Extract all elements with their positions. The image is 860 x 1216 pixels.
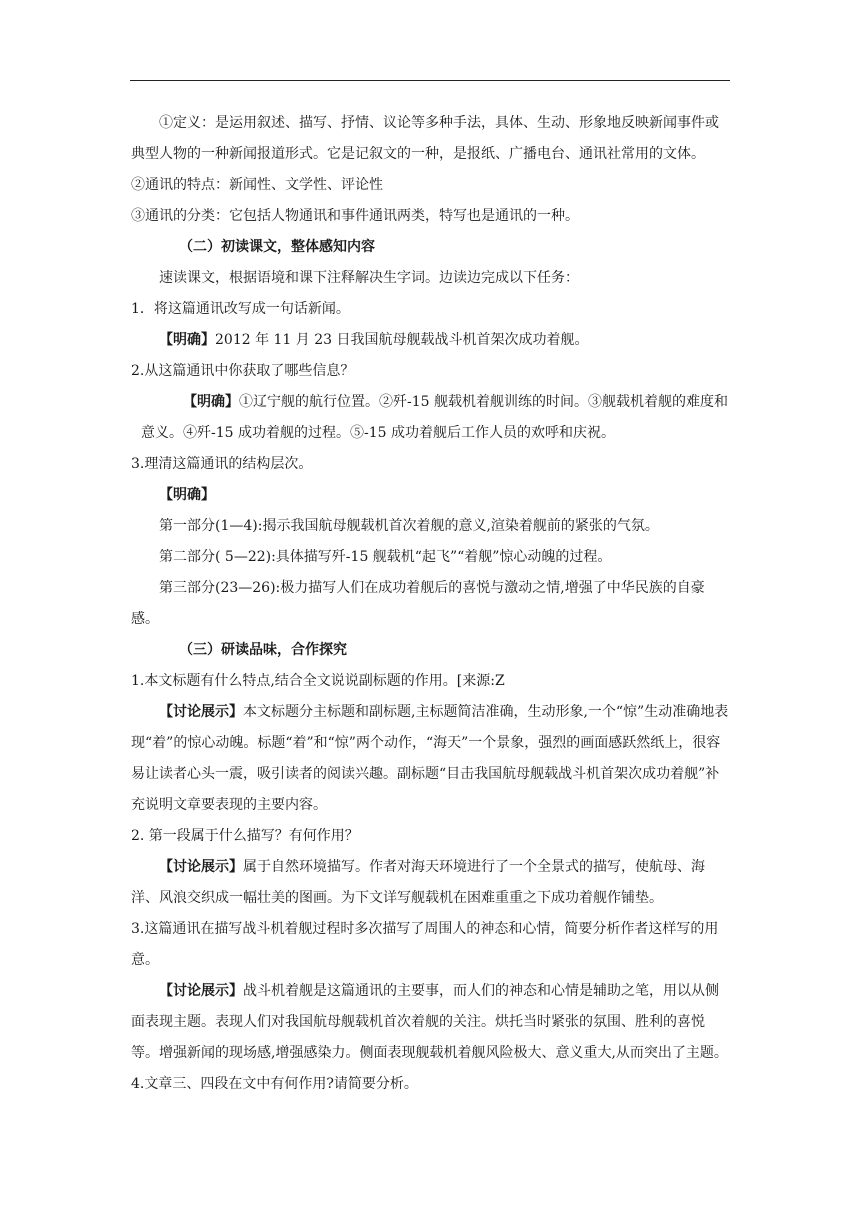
question-3: 3.理清这篇通讯的结构层次。 — [131, 456, 313, 472]
discussion-label: 【讨论展示】 — [159, 859, 243, 875]
answer-label: 【明确】 — [159, 487, 215, 503]
discussion-label: 【讨论展示】 — [159, 704, 243, 720]
discussion-1 — [131, 697, 731, 821]
definition-paragraph: ①定义：是运用叙述、描写、抒情、议论等多种手法，具体、生动、形象地反映新闻事件或典型人物的一种新闻报道形式。它是记叙文的一种，是报纸、广播电台、通讯社常用的文体。 — [131, 115, 719, 162]
answer-text: 2012 年 11 月 23 日我国航母舰载战斗机首架次成功着舰。 — [215, 332, 589, 348]
discussion-text: 本文标题分主标题和副标题,主标题简洁准确，生动形象,一个“惊”生动准确地表现“着”的惊心动魄。标题“着”和“惊”两个动作，“海天”一个景象，强烈的画面感跃然纸上，很容易让读者心头一震，吸引读者的阅读兴趣。副标题“目击我国航母舰载战斗机首架次成功着舰”补充说明文章要表现的主要内容。 — [131, 704, 729, 813]
answer-label: 【明确】 — [159, 332, 215, 348]
answer-text: ①辽宁舰的航行位置。②歼-15 舰载机着舰训练的时间。③舰载机着舰的难度和意义。④歼-15 成功着舰的过程。⑤-15 成功着舰后工作人员的欢呼和庆祝。 — [141, 394, 728, 441]
question-6: 3.这篇通讯在描写战斗机着舰过程时多次描写了周围人的神态和心情，简要分析作者这样写的用意。 — [131, 921, 719, 968]
header-rule — [130, 80, 730, 81]
question-1: 1．将这篇通讯改写成一句话新闻。 — [131, 301, 350, 317]
document-body — [131, 108, 731, 1100]
structure-part-3: 第三部分(23—26):极力描写人们在成功着舰后的喜悦与激动之情,增强了中华民族的自豪感。 — [131, 580, 705, 627]
section-heading-3: （三）研读品味，合作探究 — [179, 642, 347, 658]
structure-part-1: 第一部分(1—4):揭示我国航母舰载机首次着舰的意义,渲染着舰前的紧张的气氛。 — [159, 518, 659, 534]
question-5: 2. 第一段属于什么描写？有何作用？ — [131, 828, 359, 844]
structure-part-2: 第二部分( 5—22):具体描写歼-15 舰载机“起飞”“着舰”惊心动魄的过程。 — [159, 549, 612, 565]
discussion-2 — [131, 852, 731, 914]
question-2: 2.从这篇通讯中你获取了哪些信息？ — [131, 363, 355, 379]
answer-1 — [131, 325, 731, 356]
task-intro: 速读课文，根据语境和课下注释解决生字词。边读边完成以下任务： — [159, 270, 579, 286]
discussion-3 — [131, 976, 731, 1069]
discussion-label: 【讨论展示】 — [159, 983, 243, 999]
features-line: ②通讯的特点：新闻性、文学性、评论性 — [131, 177, 383, 193]
question-4: 1.本文标题有什么特点,结合全文说说副标题的作用。[来源:Z — [131, 673, 505, 689]
discussion-text: 属于自然环境描写。作者对海天环境进行了一个全景式的描写，使航母、海洋、风浪交织成一幅壮美的图画。为下文详写舰载机在困难重重之下成功着舰作铺垫。 — [131, 859, 705, 906]
discussion-text: 战斗机着舰是这篇通讯的主要事，而人们的神态和心情是辅助之笔，用以从侧面表现主题。表现人们对我国航母舰载机首次着舰的关注。烘托当时紧张的氛围、胜利的喜悦等。增强新闻的现场感,增强感染力。侧面表现舰载机着舰风险极大、意义重大,从而突出了主题。 — [131, 983, 728, 1061]
classification-line: ③通讯的分类：它包括人物通讯和事件通讯两类，特写也是通讯的一种。 — [131, 208, 579, 224]
section-heading-2: （二）初读课文，整体感知内容 — [179, 239, 375, 255]
question-7: 4.文章三、四段在文中有何作用?请简要分析。 — [131, 1076, 418, 1092]
answer-3-label — [131, 480, 731, 511]
answer-2 — [131, 387, 731, 449]
answer-label: 【明确】 — [183, 394, 239, 410]
